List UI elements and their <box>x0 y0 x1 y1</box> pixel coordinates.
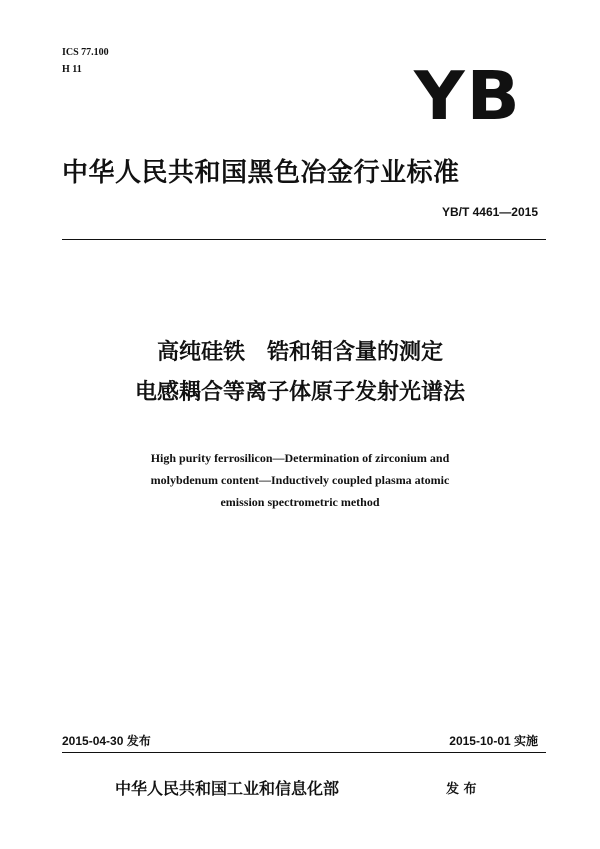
ccs-code: H 11 <box>62 64 82 75</box>
english-title-line-2: molybdenum content—Inductively coupled plasma atomic <box>150 473 450 487</box>
ics-code: ICS 77.100 <box>62 47 109 58</box>
organization-title: 中华人民共和国黑色冶金行业标准 <box>62 158 460 188</box>
issue-date: 2015-04-30 发布 <box>62 734 151 748</box>
chinese-title-line-1: 高纯硅铁 锆和钼含量的测定 <box>156 340 443 365</box>
top-divider <box>62 239 546 240</box>
implementation-date: 2015-10-01 实施 <box>449 734 538 748</box>
english-title-line-3: emission spectrometric method <box>220 495 380 509</box>
standard-number: YB/T 4461—2015 <box>441 205 538 219</box>
yb-logo: YB <box>414 56 522 135</box>
english-title-line-1: High purity ferrosilicon—Determination of zirconium and <box>150 451 450 465</box>
publish-label: 发 布 <box>446 782 477 797</box>
bottom-divider <box>62 752 546 753</box>
publisher-name: 中华人民共和国工业和信息化部 <box>115 779 340 798</box>
chinese-title-line-2: 电感耦合等离子体原子发射光谱法 <box>134 380 465 405</box>
